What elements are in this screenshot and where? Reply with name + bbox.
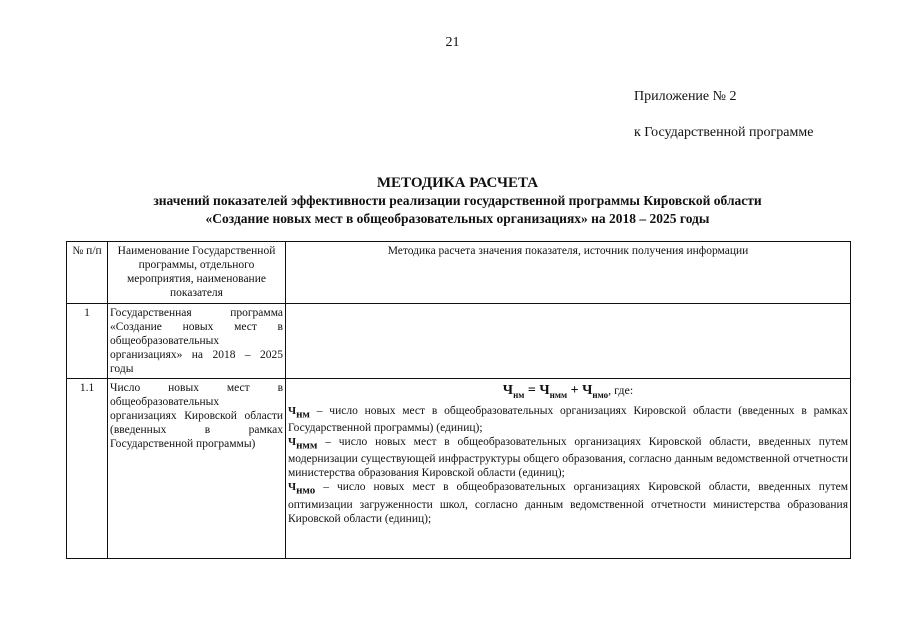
row-num: 1 [67, 304, 108, 379]
title-line-2: значений показателей эффективности реализации государственной программы Кировской области [153, 193, 762, 208]
formula-term-1: Ч [539, 383, 550, 398]
definition [288, 435, 848, 480]
table-header-row [67, 242, 851, 304]
definition-text: – число новых мест в общеобразовательных организациях Кировской области, введенных путем модернизации существующей инфраструктуры общего образования, согласно данным ведомственной отчетности министерства образования Кировской области (единиц); [288, 436, 848, 480]
formula-term-2: Ч [582, 383, 593, 398]
title-line-3: «Создание новых мест в общеобразовательных организациях» на 2018 – 2025 годы [205, 211, 710, 226]
definition-symbol: Ч [288, 436, 297, 449]
row-num: 1.1 [67, 379, 108, 559]
methodology-table [66, 241, 851, 559]
row-method [286, 379, 851, 559]
definition [288, 480, 848, 525]
header-method: Методика расчета значения показателя, источник получения информации [286, 242, 851, 304]
row-name: Число новых мест в общеобразовательных организациях Кировской области (введенных в рамках Государственной программы) [108, 379, 286, 559]
document-title [60, 174, 855, 228]
definition-text: – число новых мест в общеобразовательных организациях Кировской области (введенных в рамках Государственной программы) (единиц); [288, 404, 848, 435]
definition-symbol: Ч [288, 404, 297, 417]
annex-reference: к Государственной программе [634, 125, 814, 140]
title-main: МЕТОДИКА РАСЧЕТА [376, 175, 539, 191]
formula-plus: + [567, 383, 583, 398]
definition-text: – число новых мест в общеобразовательных организациях Кировской области, введенных путем оптимизации загруженности школ, согласно данным ведомственной отчетности министерства образования Кировской области (единиц); [288, 481, 848, 525]
row-name: Государственная программа «Создание новых мест в общеобразовательных организациях» на 2018 – 2025 годы [108, 304, 286, 379]
formula-lhs: Ч [502, 383, 514, 398]
page-number: 21 [445, 35, 460, 50]
formula-lhs-sub: нм [513, 389, 525, 400]
formula-tail: , где: [608, 383, 634, 397]
header-name: Наименование Государственной программы, отдельного мероприятия, наименование показателя [108, 242, 286, 304]
definition-symbol: Ч [288, 481, 297, 494]
table-row [67, 304, 851, 379]
definition [288, 404, 848, 435]
table-row [67, 379, 851, 559]
formula-term-1-sub: нмм [549, 389, 568, 400]
annex-label: Приложение № 2 [634, 89, 737, 104]
calculation-formula [288, 382, 848, 403]
row-method [286, 304, 851, 379]
definition-symbol-sub: нм [296, 408, 310, 421]
definition-symbol-sub: нмм [296, 439, 318, 452]
header-num: № п/п [67, 242, 108, 304]
definition-symbol-sub: нмо [296, 484, 316, 497]
formula-term-2-sub: нмо [592, 389, 609, 400]
formula-equals: = [524, 383, 540, 398]
